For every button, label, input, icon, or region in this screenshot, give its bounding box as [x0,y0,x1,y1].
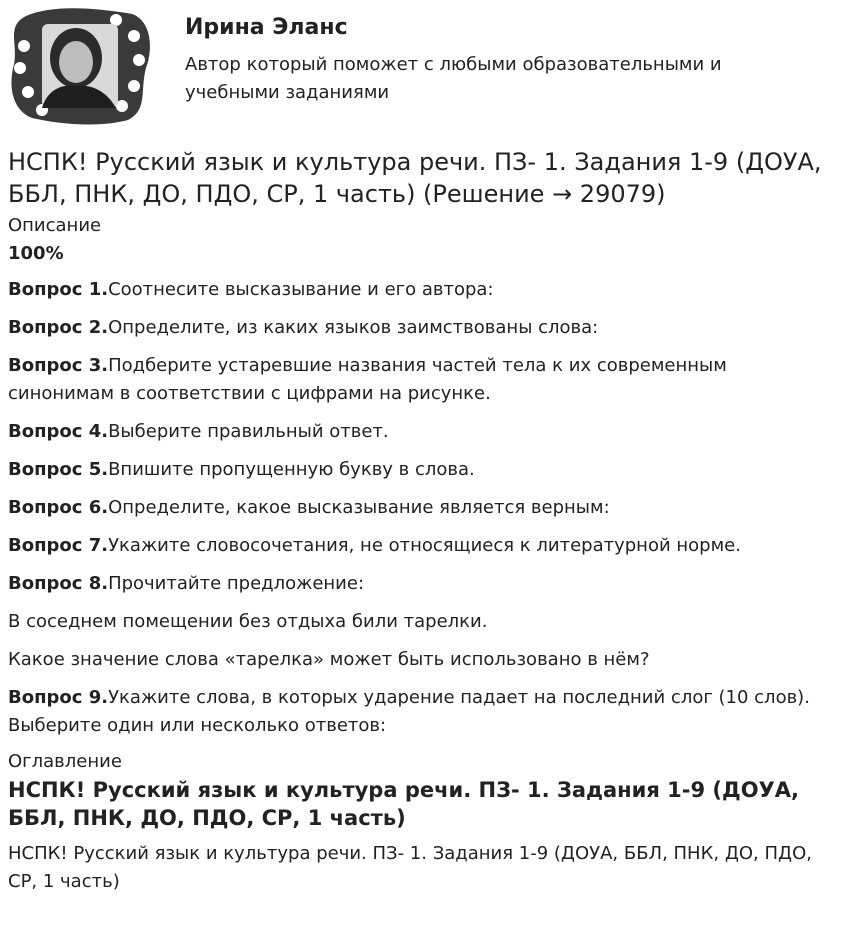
question-item [8,456,838,484]
question-label: Вопрос 5. [8,459,109,480]
question-text: Впишите пропущенную букву в слова. [108,459,475,480]
author-name[interactable]: Ирина Эланс [185,15,348,40]
question-item [8,314,838,342]
question-item [8,570,838,598]
question-item [8,352,838,408]
rating-percent: 100% [8,243,64,264]
question-text: Соотнесите высказывание и его автора: [108,279,494,300]
author-avatar [8,6,152,126]
question-label: Вопрос 9. [8,687,109,708]
question-label: Вопрос 4. [8,421,109,442]
question-text: Определите, какое высказывание является верным: [108,497,610,518]
questions-list [8,276,838,740]
question-label: Вопрос 6. [8,497,109,518]
question-text: Выберите правильный ответ. [108,421,389,442]
question-label: Вопрос 3. [8,355,109,376]
question-item [8,684,838,740]
question-text: Прочитайте предложение: [108,573,365,594]
question-label: Вопрос 2. [8,317,109,338]
question-text: Укажите словосочетания, не относящиеся к литературной норме. [108,535,741,556]
toc-text: НСПК! Русский язык и культура речи. ПЗ- 1. Задания 1-9 (ДОУА, ББЛ, ПНК, ДО, ПДО, СР, 1 часть) [8,843,812,892]
question-label: Вопрос 1. [8,279,109,300]
author-card [8,6,838,128]
page-title: НСПК! Русский язык и культура речи. ПЗ- 1. Задания 1-9 (ДОУА, ББЛ, ПНК, ДО, ПДО, СР, 1 часть) (Решение → 29079) [8,148,822,208]
description-label: Описание [8,215,102,236]
question-item [8,494,838,522]
question-text: Подберите устаревшие названия частей тела к их современным синонимам в соответствии с цифрами на рисунке. [8,355,727,404]
question-item [8,418,838,446]
question-text: Укажите слова, в которых ударение падает на последний слог (10 слов). Выберите один или несколько ответов: [8,687,810,736]
toc-title: НСПК! Русский язык и культура речи. ПЗ- 1. Задания 1-9 (ДОУА, ББЛ, ПНК, ДО, ПДО, СР, 1 часть) [8,778,800,830]
sentence-question: Какое значение слова «тарелка» может быть использовано в нём? [8,649,650,670]
question-label: Вопрос 7. [8,535,109,556]
author-description: Автор который поможет с любыми образовательными и учебными заданиями [185,54,722,103]
question-item [8,276,838,304]
question-text: Определите, из каких языков заимствованы слова: [108,317,599,338]
toc-label: Оглавление [8,751,122,772]
question-item [8,532,838,560]
question-label: Вопрос 8. [8,573,109,594]
document-content [8,146,838,896]
example-sentence: В соседнем помещении без отдыха били тарелки. [8,611,488,632]
